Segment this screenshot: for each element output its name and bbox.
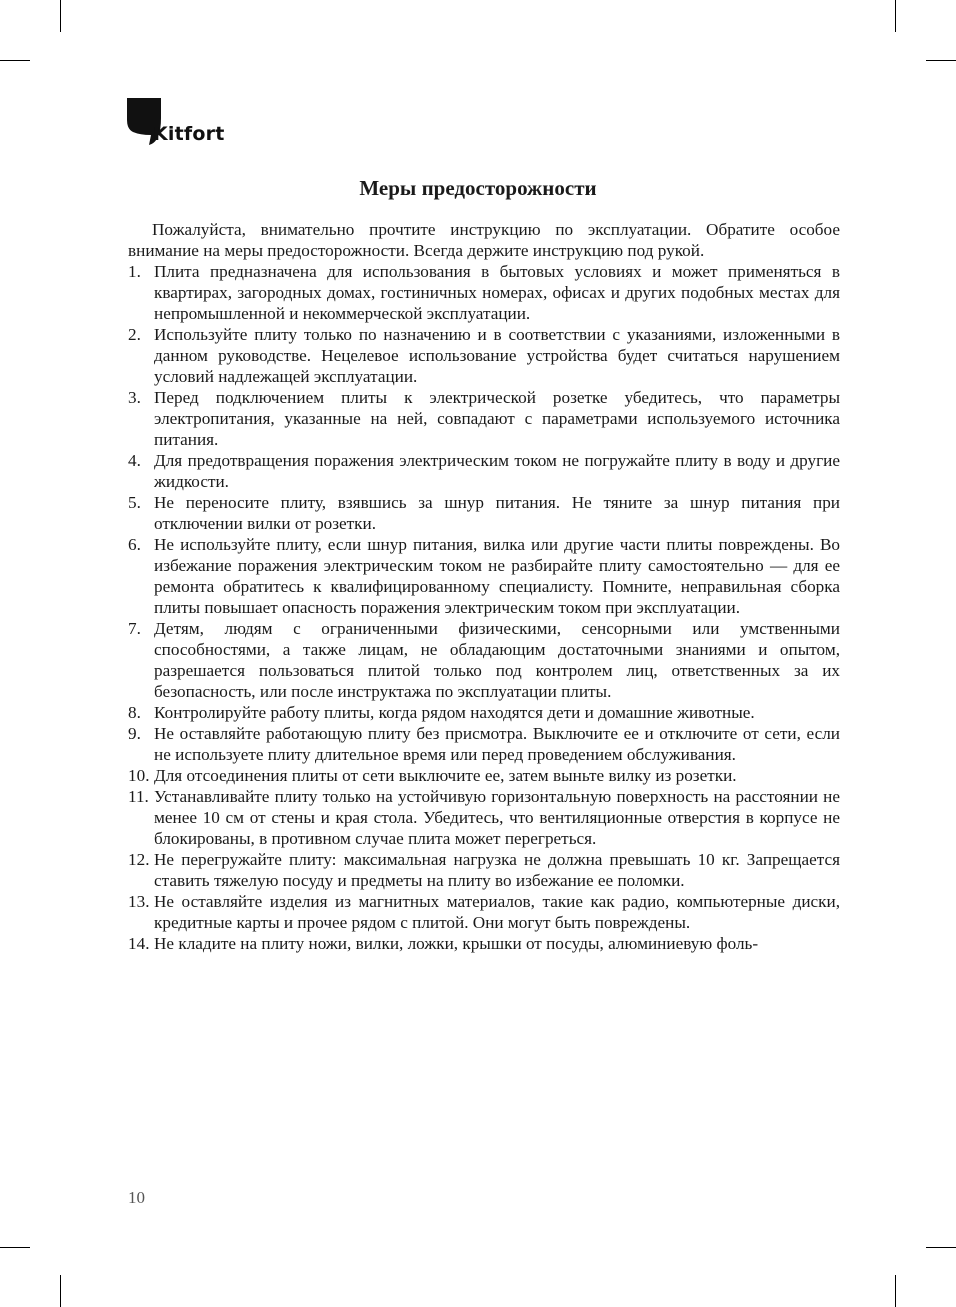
item-text: Для отсоединения плиты от сети выключите ее, затем выньте вилку из розетки.	[154, 766, 737, 785]
item-number: 1.	[128, 262, 141, 281]
item-text: Перед подключением плиты к электрической розетке убедитесь, что параметры электропитания, указанные на ней, совпадают с параметрами используемого источника питания.	[154, 388, 840, 449]
item-text: Используйте плиту только по назначению и в соответствии с указаниями, изложенными в данном руководстве. Нецелевое использование устройства будет считаться нарушением условий надлежащей эксплуатации.	[154, 325, 840, 386]
item-text: Не используйте плиту, если шнур питания, вилка или другие части плиты повреждены. Во избежание поражения электрическим током не разбирайте плиту самостоятельно — для ее ремонта обратитесь к квалифицированному специалисту. Помните, неправильная сборка плиты повышает опасность поражения электрическим током при эксплуатации.	[154, 535, 840, 617]
item-text: Не оставляйте изделия из магнитных материалов, такие как радио, компьютерные диски, кредитные карты и прочее рядом с плитой. Они могут быть повреждены.	[154, 892, 840, 932]
list-item	[128, 702, 840, 723]
crop-mark-bottom-right-h	[926, 1247, 956, 1248]
list-item	[128, 387, 840, 450]
list-item	[128, 765, 840, 786]
item-text: Плита предназначена для использования в бытовых условиях и может применяться в квартирах, загородных домах, гостиничных номерах, офисах и других подобных местах для непромышленной и некоммерческой эксплуатации.	[154, 262, 840, 323]
item-number: 8.	[128, 703, 141, 722]
list-item	[128, 534, 840, 618]
item-number: 4.	[128, 451, 141, 470]
item-text: Не переносите плиту, взявшись за шнур питания. Не тяните за шнур питания при отключении вилки от розетки.	[154, 493, 840, 533]
intro-paragraph: Пожалуйста, внимательно прочтите инструкцию по эксплуатации. Обратите особое внимание на меры предосторожности. Всегда держите инструкцию под рукой.	[128, 220, 840, 260]
brand-name: Kitfort	[153, 123, 225, 145]
crop-mark-bottom-left-h	[0, 1247, 30, 1248]
item-number: 3.	[128, 388, 141, 407]
brand-logo	[127, 98, 267, 150]
item-text: Устанавливайте плиту только на устойчивую горизонтальную поверхность на расстоянии не менее 10 см от стены и края стола. Убедитесь, что вентиляционные отверстия в корпусе не блокированы, в противном случае плита может перегреться.	[154, 787, 840, 848]
item-text: Не кладите на плиту ножи, вилки, ложки, крышки от посуды, алюминиевую фоль-	[154, 934, 759, 953]
item-number: 12.	[128, 850, 150, 869]
item-text: Не перегружайте плиту: максимальная нагрузка не должна превышать 10 кг. Запрещается ставить тяжелую посуду и предметы на плиту во избежание ее поломки.	[154, 850, 840, 890]
list-item	[128, 786, 840, 849]
item-text: Контролируйте работу плиты, когда рядом находятся дети и домашние животные.	[154, 703, 755, 722]
item-number: 14.	[128, 934, 150, 953]
item-number: 6.	[128, 535, 141, 554]
list-item	[128, 618, 840, 702]
list-item	[128, 849, 840, 891]
list-item	[128, 891, 840, 933]
item-text: Для предотвращения поражения электрическим током не погружайте плиту в воду и другие жидкости.	[154, 451, 840, 491]
list-item	[128, 324, 840, 387]
list-item	[128, 261, 840, 324]
list-item	[128, 933, 840, 954]
list-item	[128, 723, 840, 765]
crop-mark-top-left-h	[0, 60, 30, 61]
crop-mark-top-right-h	[926, 60, 956, 61]
crop-mark-bottom-right	[895, 1275, 896, 1307]
item-text: Не оставляйте работающую плиту без присмотра. Выключите ее и отключите от сети, если не используете плиту длительное время или перед проведением обслуживания.	[154, 724, 840, 764]
precautions-list	[128, 261, 840, 954]
document-body	[128, 219, 840, 954]
item-number: 10.	[128, 766, 150, 785]
item-number: 2.	[128, 325, 141, 344]
item-number: 11.	[128, 787, 149, 806]
item-number: 9.	[128, 724, 141, 743]
crop-mark-bottom-left	[60, 1275, 61, 1307]
list-item	[128, 492, 840, 534]
item-text: Детям, людям с ограниченными физическими, сенсорными или умственными способностями, а также лицам, не обладающим достаточными знаниями и опытом, разрешается пользоваться плитой только под контролем лиц, ответственных за их безопасность, или после инструктажа по эксплуатации плиты.	[154, 619, 840, 701]
page-title: Меры предосторожности	[359, 176, 597, 200]
page-number: 10	[128, 1188, 145, 1207]
item-number: 5.	[128, 493, 141, 512]
crop-mark-top-left	[60, 0, 61, 32]
list-item	[128, 450, 840, 492]
item-number: 13.	[128, 892, 150, 911]
item-number: 7.	[128, 619, 141, 638]
crop-mark-top-right	[895, 0, 896, 32]
